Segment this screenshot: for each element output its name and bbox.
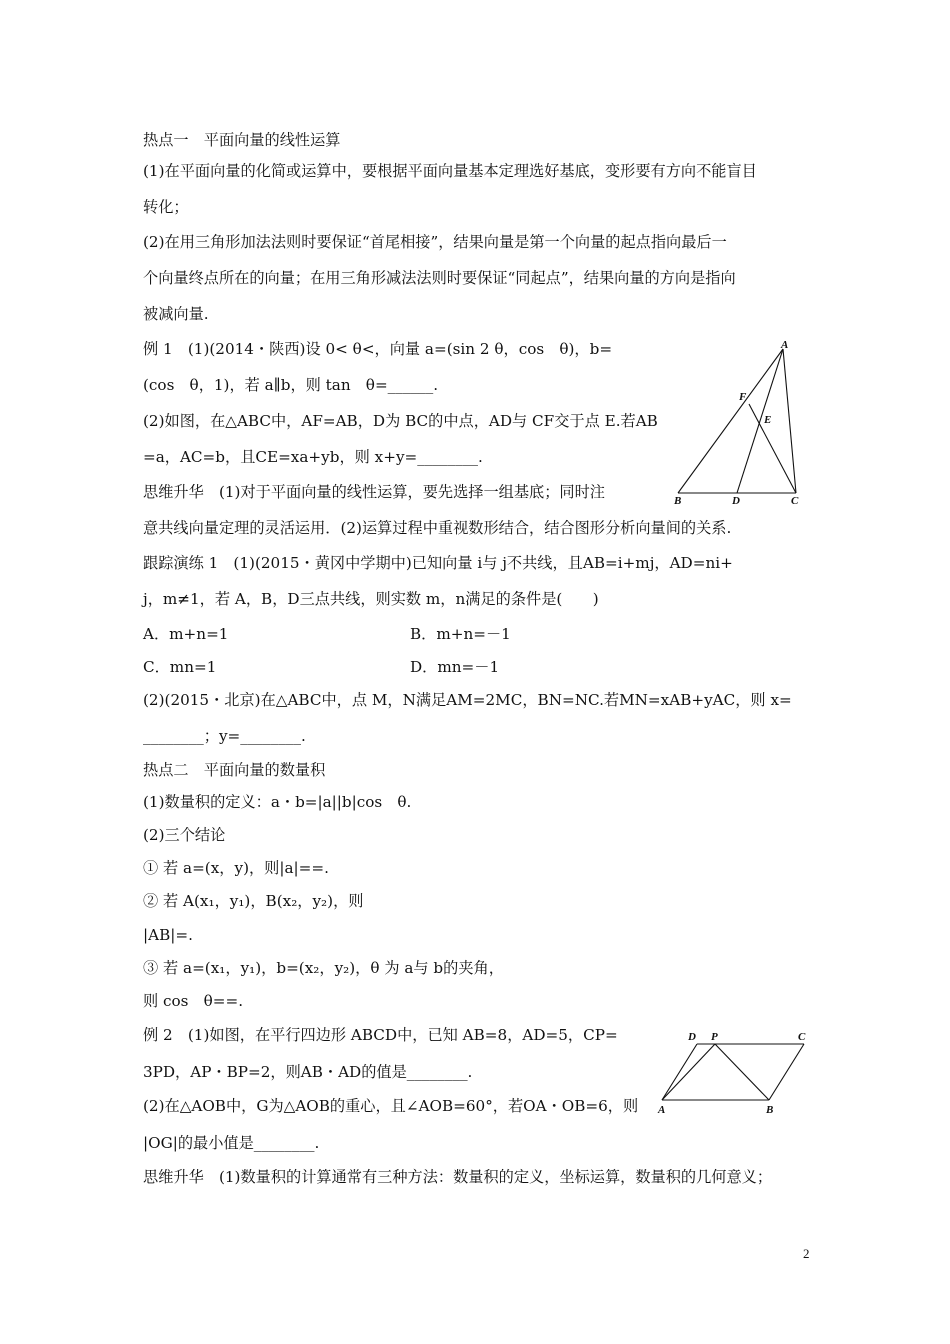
example-1-line: 例 1 (1)(2014・陕西)设 0< θ<，向量 a=(sin 2 θ，cos θ)，b= [143, 340, 613, 358]
label-b: B [674, 495, 682, 507]
text-line: (2)(2015・北京)在△ABC中，点 M，N满足AM=2MC，BN=NC.若MN=xAB+yAC，则 x= [143, 691, 792, 709]
label-d: D [688, 1031, 696, 1043]
text-line: ________；y=________. [143, 727, 306, 745]
parallelogram-figure [652, 1026, 817, 1121]
text-line: 个向量终点所在的向量；在用三角形减法法则时要保证“同起点”，结果向量的方向是指向 [143, 269, 736, 287]
segment-pb [715, 1044, 769, 1100]
text-line: (1)在平面向量的化简或运算中，要根据平面向量基本定理选好基底，变形要有方向不能盲目 [143, 162, 757, 180]
label-e: E [764, 414, 772, 426]
text-line: 转化； [143, 198, 189, 216]
text-line: (2)三个结论 [143, 826, 226, 844]
text-line: (1)数量积的定义：a・b=|a||b|cos θ. [143, 793, 412, 811]
segment-ad [737, 349, 783, 493]
label-c: C [798, 1031, 806, 1043]
text-line: j，m≠1，若 A，B，D三点共线，则实数 m，n满足的条件是( ) [143, 590, 599, 608]
label-a: A [658, 1104, 666, 1116]
text-line: |AB|=. [143, 926, 193, 944]
text-line: (cos θ，1)，若 a∥b，则 tan θ=______. [143, 376, 439, 394]
option-d: D．mn=－1 [410, 658, 500, 676]
label-f: F [739, 391, 747, 403]
label-d: D [732, 495, 740, 507]
text-line: (2)在△AOB中，G为△AOB的重心，且∠AOB=60°，若OA・OB=6，则 [143, 1097, 639, 1115]
text-line: (2)在用三角形加法法则时要保证“首尾相接”，结果向量是第一个向量的起点指向最后一 [143, 233, 727, 251]
label-a: A [781, 339, 789, 351]
text-line: 意共线向量定理的灵活运用．(2)运算过程中重视数形结合，结合图形分析向量间的关系. [143, 519, 732, 537]
segment-da [662, 1044, 697, 1100]
text-line: =a，AC=b，且CE=xa+yb，则 x+y=________. [143, 448, 483, 466]
section-heading-1: 热点一 平面向量的线性运算 [143, 131, 341, 149]
text-line: 被减向量. [143, 305, 209, 323]
option-a: A．m+n=1 [143, 625, 229, 643]
example-2-line: 例 2 (1)如图，在平行四边形 ABCD中，已知 AB=8，AD=5，CP= [143, 1026, 618, 1044]
option-c: C．mn=1 [143, 658, 217, 676]
text-line: ② 若 A(x₁，y₁)，B(x₂，y₂)，则 [143, 892, 364, 910]
label-c: C [791, 495, 799, 507]
label-b: B [766, 1104, 774, 1116]
text-line: ③ 若 a=(x₁，y₁)，b=(x₂，y₂)，θ 为 a与 b的夹角， [143, 959, 504, 977]
segment-ap [662, 1044, 715, 1100]
text-line: 3PD，AP・BP=2，则AB・AD的值是________. [143, 1063, 473, 1081]
text-line: (2)如图，在△ABC中，AF=AB，D为 BC的中点，AD与 CF交于点 E.若AB [143, 412, 658, 430]
segment-bc [769, 1044, 804, 1100]
label-p: P [711, 1031, 718, 1043]
practice-line: 跟踪演练 1 (1)(2015・黄冈中学期中)已知向量 i与 j不共线，且AB=i+mj，AD=ni+ [143, 554, 733, 572]
summary-line: 思维升华 (1)对于平面向量的线性运算，要先选择一组基底；同时注 [143, 483, 605, 501]
section-heading-2: 热点二 平面向量的数量积 [143, 761, 326, 779]
text-line: |OG|的最小值是________. [143, 1134, 320, 1152]
page-number: 2 [803, 1246, 810, 1261]
text-line: ① 若 a=(x，y)，则|a|==. [143, 859, 329, 877]
text-line: 则 cos θ==. [143, 992, 244, 1010]
summary-line-2: 思维升华 (1)数量积的计算通常有三种方法：数量积的定义，坐标运算，数量积的几何意义； [143, 1168, 773, 1186]
option-b: B．m+n=－1 [410, 625, 511, 643]
triangle-figure [668, 336, 818, 511]
